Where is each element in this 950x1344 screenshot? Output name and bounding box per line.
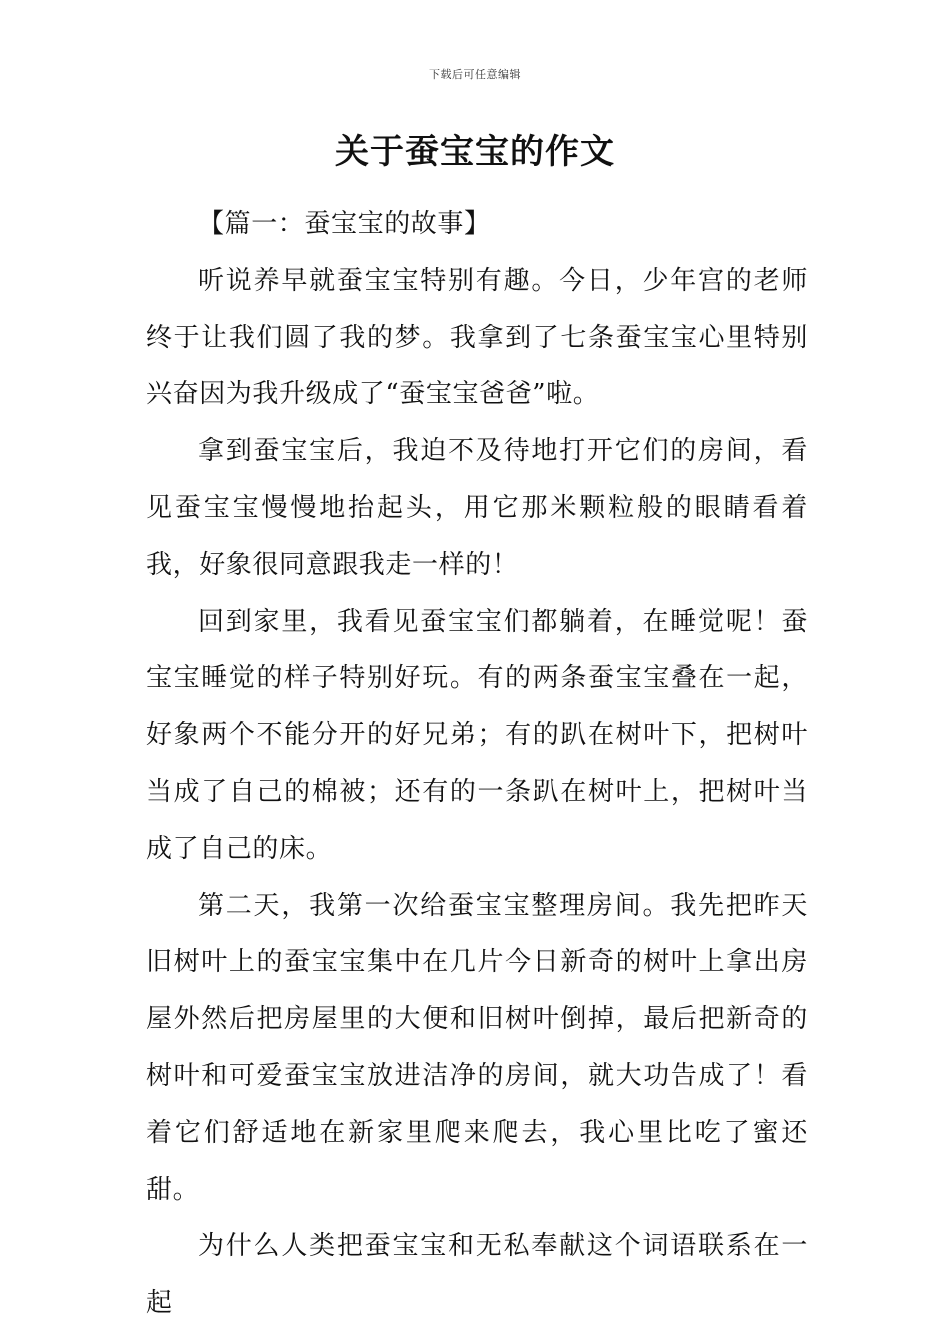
header-note: 下载后可任意编辑 <box>429 68 521 81</box>
body-text <box>146 196 808 1332</box>
paragraph-3: 回到家里，我看见蚕宝宝们都躺着，在睡觉呢！蚕宝宝睡觉的样子特别好玩。有的两条蚕宝宝叠在一起，好象两个不能分开的好兄弟；有的趴在树叶下，把树叶当成了自己的棉被；还有的一条趴在树叶上，把树叶当成了自己的床。 <box>146 606 808 864</box>
document-title: 关于蚕宝宝的作文 <box>335 132 615 172</box>
paragraph-2: 拿到蚕宝宝后，我迫不及待地打开它们的房间，看见蚕宝宝慢慢地抬起头，用它那米颗粒般的眼睛看着我，好象很同意跟我走一样的！ <box>146 436 808 580</box>
paragraph-4: 第二天，我第一次给蚕宝宝整理房间。我先把昨天旧树叶上的蚕宝宝集中在几片今日新奇的树叶上拿出房屋外然后把房屋里的大便和旧树叶倒掉，最后把新奇的树叶和可爱蚕宝宝放进洁净的房间，就大功告成了！看着它们舒适地在新家里爬来爬去，我心里比吃了蜜还甜。 <box>146 890 808 1205</box>
section-heading: 【篇一：蚕宝宝的故事】 <box>198 209 491 239</box>
paragraph-1: 听说养早就蚕宝宝特别有趣。今日，少年宫的老师终于让我们圆了我的梦。我拿到了七条蚕宝宝心里特别兴奋因为我升级成了“蚕宝宝爸爸”啦。 <box>146 265 808 410</box>
paragraph-5: 为什么人类把蚕宝宝和无私奉献这个词语联系在一起 <box>146 1231 808 1319</box>
